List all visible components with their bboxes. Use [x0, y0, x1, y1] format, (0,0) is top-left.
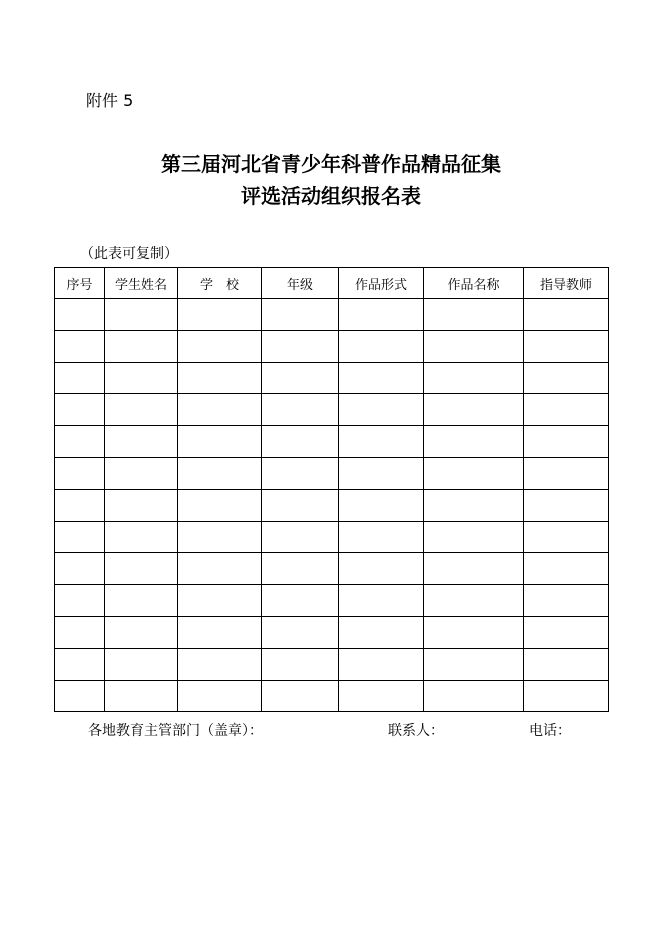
table-cell[interactable] — [524, 362, 609, 394]
table-row — [55, 457, 609, 489]
table-cell[interactable] — [105, 426, 178, 458]
table-cell[interactable] — [105, 362, 178, 394]
table-cell[interactable] — [424, 457, 524, 489]
table-cell[interactable] — [339, 648, 424, 680]
table-cell[interactable] — [339, 521, 424, 553]
table-row — [55, 394, 609, 426]
table-row — [55, 330, 609, 362]
table-cell[interactable] — [178, 426, 262, 458]
table-cell[interactable] — [178, 362, 262, 394]
table-cell[interactable] — [424, 394, 524, 426]
table-cell[interactable] — [424, 616, 524, 648]
header-index: 序号 — [55, 268, 105, 299]
table-header-row — [55, 268, 609, 299]
header-work-form: 作品形式 — [339, 268, 424, 299]
table-row — [55, 585, 609, 617]
table-cell[interactable] — [55, 489, 105, 521]
table-cell[interactable] — [178, 521, 262, 553]
table-cell[interactable] — [524, 648, 609, 680]
table-row — [55, 521, 609, 553]
table-cell[interactable] — [262, 299, 339, 331]
document-title-line1: 第三届河北省青少年科普作品精品征集 — [161, 152, 501, 176]
table-cell[interactable] — [55, 426, 105, 458]
table-cell[interactable] — [339, 553, 424, 585]
phone-label: 电话： — [529, 723, 571, 739]
table-cell[interactable] — [55, 553, 105, 585]
table-cell[interactable] — [524, 553, 609, 585]
table-cell[interactable] — [262, 521, 339, 553]
table-cell[interactable] — [105, 299, 178, 331]
table-cell[interactable] — [339, 489, 424, 521]
table-cell[interactable] — [524, 330, 609, 362]
table-cell[interactable] — [178, 489, 262, 521]
table-cell[interactable] — [262, 330, 339, 362]
table-cell[interactable] — [262, 362, 339, 394]
table-row — [55, 680, 609, 712]
table-cell[interactable] — [524, 426, 609, 458]
table-cell[interactable] — [524, 457, 609, 489]
table-cell[interactable] — [424, 299, 524, 331]
table-cell[interactable] — [424, 426, 524, 458]
table-cell[interactable] — [105, 648, 178, 680]
table-cell[interactable] — [339, 362, 424, 394]
table-cell[interactable] — [55, 521, 105, 553]
table-row — [55, 362, 609, 394]
table-cell[interactable] — [105, 330, 178, 362]
contact-label: 联系人： — [388, 723, 444, 739]
table-cell[interactable] — [178, 330, 262, 362]
table-cell[interactable] — [339, 585, 424, 617]
table-cell[interactable] — [105, 616, 178, 648]
table-cell[interactable] — [55, 616, 105, 648]
table-row — [55, 648, 609, 680]
table-cell[interactable] — [178, 394, 262, 426]
table-cell[interactable] — [105, 585, 178, 617]
table-cell[interactable] — [262, 457, 339, 489]
table-cell[interactable] — [339, 330, 424, 362]
table-cell[interactable] — [55, 680, 105, 712]
table-cell[interactable] — [105, 489, 178, 521]
document-title-line2: 评选活动组织报名表 — [241, 184, 421, 208]
table-cell[interactable] — [262, 680, 339, 712]
table-cell[interactable] — [524, 680, 609, 712]
table-cell[interactable] — [55, 457, 105, 489]
table-cell[interactable] — [339, 299, 424, 331]
table-cell[interactable] — [339, 616, 424, 648]
header-instructor: 指导教师 — [524, 268, 609, 299]
table-cell[interactable] — [178, 648, 262, 680]
table-cell[interactable] — [105, 521, 178, 553]
table-cell[interactable] — [55, 299, 105, 331]
table-row — [55, 426, 609, 458]
table-row — [55, 489, 609, 521]
table-cell[interactable] — [424, 680, 524, 712]
table-cell[interactable] — [178, 457, 262, 489]
table-cell[interactable] — [262, 394, 339, 426]
table-cell[interactable] — [339, 680, 424, 712]
table-cell[interactable] — [55, 585, 105, 617]
table-row — [55, 299, 609, 331]
table-cell[interactable] — [424, 585, 524, 617]
table-cell[interactable] — [424, 330, 524, 362]
table-cell[interactable] — [424, 648, 524, 680]
header-grade: 年级 — [262, 268, 339, 299]
table-cell[interactable] — [178, 616, 262, 648]
table-cell[interactable] — [178, 553, 262, 585]
table-cell[interactable] — [524, 489, 609, 521]
table-cell[interactable] — [55, 362, 105, 394]
table-cell[interactable] — [105, 457, 178, 489]
attachment-label: 附件 5 — [86, 91, 134, 110]
header-student-name: 学生姓名 — [105, 268, 178, 299]
table-cell[interactable] — [524, 585, 609, 617]
table-cell[interactable] — [55, 648, 105, 680]
header-school: 学 校 — [178, 268, 262, 299]
copy-note: （此表可复制） — [80, 246, 178, 262]
table-cell[interactable] — [105, 553, 178, 585]
table-cell[interactable] — [178, 680, 262, 712]
table-cell[interactable] — [262, 585, 339, 617]
table-cell[interactable] — [55, 394, 105, 426]
table-cell[interactable] — [424, 553, 524, 585]
table-row — [55, 553, 609, 585]
table-cell[interactable] — [424, 362, 524, 394]
table-cell[interactable] — [178, 585, 262, 617]
table-cell[interactable] — [524, 394, 609, 426]
table-cell[interactable] — [262, 648, 339, 680]
table-cell[interactable] — [524, 616, 609, 648]
table-cell[interactable] — [55, 330, 105, 362]
table-cell[interactable] — [262, 616, 339, 648]
dept-seal-label: 各地教育主管部门（盖章）： — [88, 723, 263, 739]
table-cell[interactable] — [262, 426, 339, 458]
table-row — [55, 616, 609, 648]
table-cell[interactable] — [262, 489, 339, 521]
table-cell[interactable] — [105, 680, 178, 712]
table-cell[interactable] — [339, 426, 424, 458]
table-cell[interactable] — [339, 457, 424, 489]
table-cell[interactable] — [524, 299, 609, 331]
table-cell[interactable] — [424, 489, 524, 521]
table-cell[interactable] — [105, 394, 178, 426]
table-cell[interactable] — [262, 553, 339, 585]
header-work-title: 作品名称 — [424, 268, 524, 299]
table-cell[interactable] — [178, 299, 262, 331]
registration-table — [54, 267, 609, 712]
table-cell[interactable] — [424, 521, 524, 553]
table-cell[interactable] — [524, 521, 609, 553]
table-cell[interactable] — [339, 394, 424, 426]
